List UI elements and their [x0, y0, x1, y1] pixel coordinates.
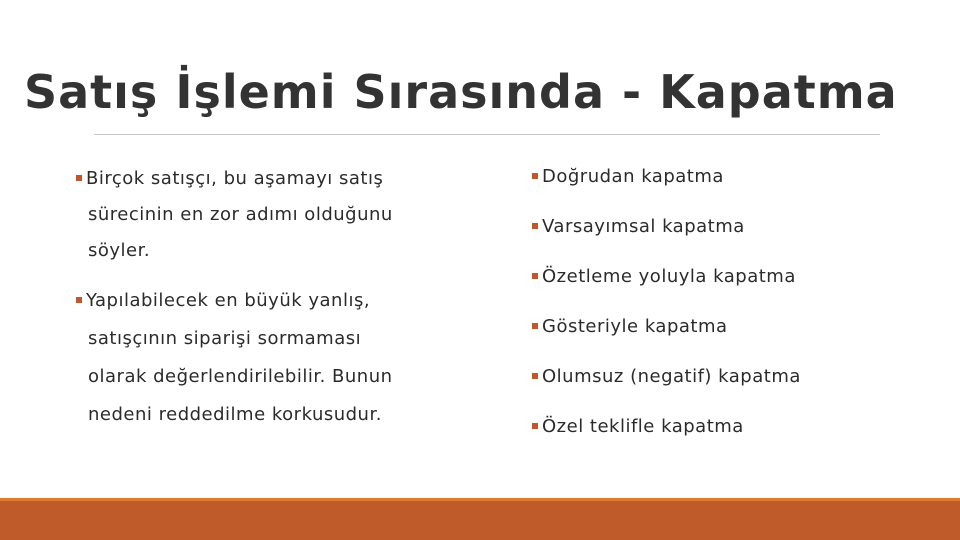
right-list-item-text: Olumsuz (negatif) kapatma [542, 366, 801, 387]
left-paragraph-1-line-3: söyler. [88, 240, 151, 261]
square-bullet-icon [532, 373, 538, 379]
right-list-item [532, 310, 932, 360]
right-list-item-text: Özetleme yoluyla kapatma [542, 266, 796, 287]
square-bullet-icon [532, 173, 538, 179]
right-list-item [532, 260, 932, 310]
left-paragraph-1-line-1-text: Birçok satışçı, bu aşamayı satış [86, 168, 384, 189]
right-column [532, 160, 932, 460]
left-column [76, 160, 456, 432]
left-paragraph-2-line-3: olarak değerlendirilebilir. Bunun [88, 366, 393, 387]
left-paragraph-2 [76, 284, 456, 432]
right-list-item-text: Varsayımsal kapatma [542, 216, 745, 237]
left-paragraph-1-line-2: sürecinin en zor adımı olduğunu [88, 204, 393, 225]
left-paragraph-1 [76, 162, 456, 268]
title-divider [94, 134, 880, 135]
square-bullet-icon [532, 423, 538, 429]
slide-title: Satış İşlemi Sırasında - Kapatma [24, 65, 898, 119]
left-paragraph-2-line-2: satışçının siparişi sormaması [88, 328, 362, 349]
square-bullet-icon [532, 223, 538, 229]
left-paragraph-2-line-4: nedeni reddedilme korkusudur. [88, 404, 382, 425]
footer-bar [0, 501, 960, 540]
left-paragraph-2-line-1-text: Yapılabilecek en büyük yanlış, [86, 290, 371, 311]
right-list-item [532, 160, 932, 210]
square-bullet-icon [76, 175, 82, 181]
right-list-item-text: Gösteriyle kapatma [542, 316, 728, 337]
square-bullet-icon [532, 273, 538, 279]
left-paragraph-1-line-1 [76, 162, 456, 196]
right-list-item [532, 410, 932, 460]
right-list-item-text: Özel teklifle kapatma [542, 416, 744, 437]
square-bullet-icon [76, 297, 82, 303]
left-paragraph-2-line-1 [76, 284, 456, 318]
right-list-item [532, 210, 932, 260]
right-list-item [532, 360, 932, 410]
square-bullet-icon [532, 323, 538, 329]
right-list-item-text: Doğrudan kapatma [542, 166, 724, 187]
